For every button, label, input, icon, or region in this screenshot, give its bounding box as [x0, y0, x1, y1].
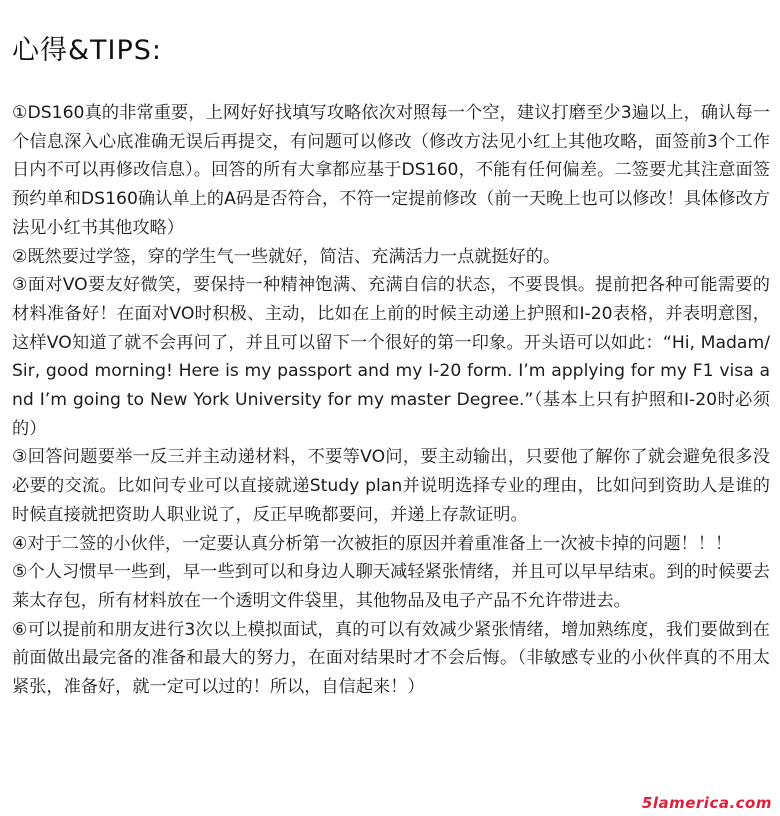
tip-paragraph-5: ④对于二签的小伙伴，一定要认真分析第一次被拒的原因并着重准备上一次被卡掉的问题！！！ — [12, 533, 733, 554]
tip-paragraph-4: ③回答问题要举一反三并主动递材料，不要等VO问，要主动输出，只要他了解你了就会避免很多没必要的交流。比如问专业可以直接就递Study plan并说明选择专业的理由，比如问到资助人是谁的时候直接就把资助人职业说了，反正早晚都要问，并递上存款证明。 — [12, 447, 770, 525]
tip-paragraph-2: ②既然要过学签，穿的学生气一些就好，简洁、充满活力一点就挺好的。 — [12, 246, 561, 267]
tip-paragraph-6: ⑤个人习惯早一些到，早一些到可以和身边人聊天减轻紧张情绪，并且可以早早结束。到的时候要去莱太存包，所有材料放在一个透明文件袋里，其他物品及电子产品不允许带进去。 — [12, 562, 770, 611]
site-watermark: 5lamerica.com — [641, 794, 772, 812]
tip-paragraph-3: ③面对VO要友好微笑，要保持一种精神饱满、充满自信的状态，不要畏惧。提前把各种可能需要的材料准备好！在面对VO时积极、主动，比如在上前的时候主动递上护照和I-20表格，并表明意图，这样VO知道了就不会再问了，并且可以留下一个很好的第一印象。开头语可以如此：“Hi, Madam/Sir, good morning! Here is my passport and my I-20 form. I’m applying for my F1 visa and I’m going to New York University for my master Degree.”（基本上只有护照和I-20时必须的） — [12, 275, 770, 439]
tips-content — [12, 99, 770, 702]
tip-paragraph-7: ⑥可以提前和朋友进行3次以上模拟面试，真的可以有效减少紧张情绪，增加熟练度，我们要做到在前面做出最完备的准备和最大的努力，在面对结果时才不会后悔。（非敏感专业的小伙伴真的不用太紧张，准备好，就一定可以过的！所以，自信起来！） — [12, 619, 770, 698]
page-title: 心得&TIPS: — [12, 35, 163, 66]
tip-paragraph-1: ①DS160真的非常重要，上网好好找填写攻略依次对照每一个空，建议打磨至少3遍以上，确认每一个信息深入心底准确无误后再提交，有问题可以修改（修改方法见小红上其他攻略，面签前3个工作日内不可以再修改信息）。回答的所有大拿都应基于DS160，不能有任何偏差。二签要尤其注意面签预约单和DS160确认单上的A码是否符合，不符一定提前修改（前一天晚上也可以修改！具体修改方法见小红书其他攻略） — [12, 103, 770, 238]
